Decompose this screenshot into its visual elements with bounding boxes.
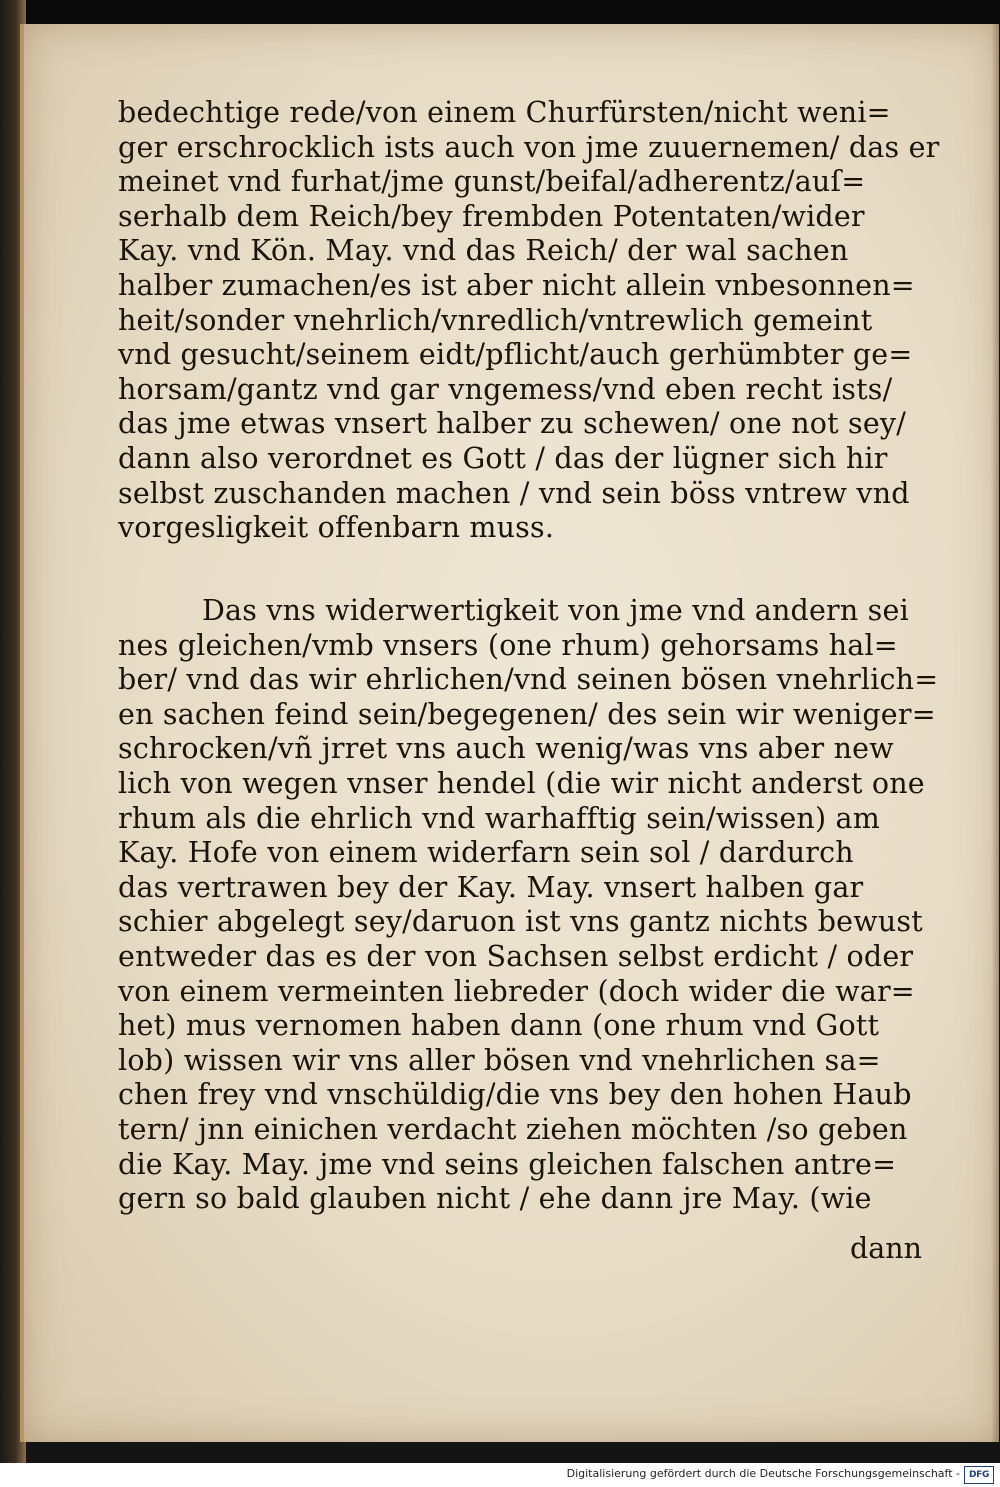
text-line: bedechtige rede/von einem Churfürsten/nicht weni= — [118, 96, 891, 129]
text-line: lob) wissen wir vns aller bösen vnd vnehrlichen sa= — [118, 1043, 881, 1077]
text-line: die Kay. May. jme vnd seins gleichen falschen antre= — [118, 1147, 897, 1181]
text-line: het) mus vernomen haben dann (one rhum vnd Gott — [118, 1009, 880, 1043]
text-line: von einem vermeinten liebreder (doch wider die war= — [118, 974, 915, 1008]
text-line: lich von wegen vnser hendel (die wir nicht anderst one — [118, 766, 925, 800]
text-line-indented: Das vns widerwertigkeit von jme vnd andern sei — [202, 594, 909, 627]
dfg-logo-icon: DFG — [964, 1466, 994, 1484]
text-line: schier abgelegt sey/daruon ist vns gantz nichts bewust — [118, 905, 923, 939]
text-line: chen frey vnd vnschüldig/die vns bey den hohen Haub — [118, 1078, 912, 1112]
text-line: rhum als die ehrlich vnd warhafftig sein/wissen) am — [118, 801, 880, 835]
text-line: halber zumachen/es ist aber nicht allein vnbesonnen= — [118, 268, 915, 302]
text-line: das jme etwas vnsert halber zu schewen/ one not sey/ — [118, 407, 907, 441]
text-line: selbst zuschanden machen / vnd sein böss vntrew vnd — [118, 476, 910, 510]
text-line: Kay. Hofe von einem widerfarn sein sol / dardurch — [118, 836, 854, 870]
text-line: schrocken/vñ jrret vns auch wenig/was vns aber new — [118, 732, 894, 766]
catchword: dann — [850, 1232, 922, 1265]
text-line: vnd gesucht/seinem eidt/pflicht/auch gerhümbter ge= — [118, 338, 913, 372]
text-line: gern so bald glauben nicht / ehe dann jre May. (wie — [118, 1182, 872, 1216]
scan-top-border — [0, 0, 1000, 26]
text-line: ber/ vnd das wir ehrlichen/vnd seinen bösen vnehrlich= — [118, 663, 939, 697]
paragraph-1 — [118, 96, 948, 546]
text-line: das vertrawen bey der Kay. May. vnsert halben gar — [118, 870, 864, 904]
text-line: heit/sonder vnehrlich/vnredlich/vntrewlich gemeint — [118, 303, 873, 337]
page-edge-shadow — [991, 24, 999, 1442]
paragraph-2 — [118, 594, 948, 1217]
text-line: en sachen feind sein/begegenen/ des sein wir weniger= — [118, 697, 936, 731]
text-line: Kay. vnd Kön. May. vnd das Reich/ der wal sachen — [118, 234, 849, 268]
text-line: serhalb dem Reich/bey frembden Potentaten/wider — [118, 199, 865, 233]
text-line: entweder das es der von Sachsen selbst erdicht / oder — [118, 939, 914, 973]
text-line: meinet vnd furhat/jme gunst/beifal/adherentz/auſ= — [118, 165, 866, 199]
text-line: dann also verordnet es Gott / das der lügner sich hir — [118, 441, 888, 475]
text-line: nes gleichen/vmb vnsers (one rhum) gehorsams hal= — [118, 628, 898, 662]
text-line: ger erschrocklich ists auch von jme zuuernemen/ das er — [118, 130, 940, 164]
funding-credit: Digitalisierung gefördert durch die Deutsche Forschungsgemeinschaft - — [566, 1467, 960, 1480]
text-line: horsam/gantz vnd gar vngemess/vnd eben recht ists/ — [118, 372, 893, 406]
footer-bar — [0, 1463, 1000, 1487]
text-line: tern/ jnn einichen verdacht ziehen möchten /so geben — [118, 1112, 908, 1146]
text-line: vorgesligkeit offenbarn muss. — [118, 511, 555, 545]
